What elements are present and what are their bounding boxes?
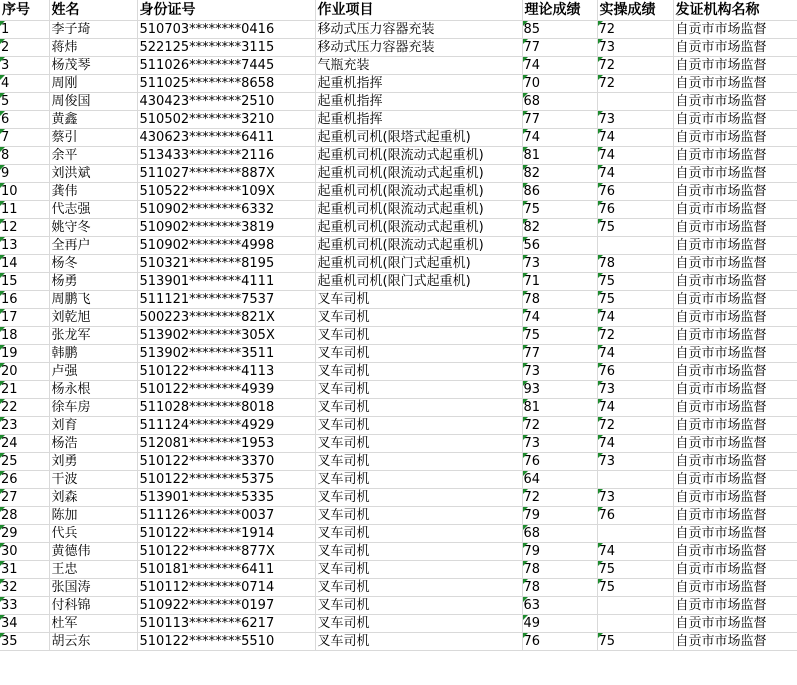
- table-row: [0, 435, 797, 453]
- cell-issuer[interactable]: 自贡市市场监督: [673, 327, 797, 345]
- cell-practical-score[interactable]: 75: [597, 219, 673, 237]
- cell-practical-score[interactable]: [597, 525, 673, 543]
- cell-theory-score[interactable]: 76: [522, 453, 597, 471]
- cell-practical-score[interactable]: 76: [597, 183, 673, 201]
- cell-name[interactable]: 周鹏飞: [49, 291, 137, 309]
- cell-index[interactable]: 9: [0, 165, 49, 183]
- cell-id-number[interactable]: 510112********0714: [137, 579, 315, 597]
- cell-practical-score[interactable]: 75: [597, 273, 673, 291]
- cell-practical-score[interactable]: 76: [597, 507, 673, 525]
- cell-id-number[interactable]: 510922********0197: [137, 597, 315, 615]
- cell-name[interactable]: 杜军: [49, 615, 137, 633]
- cell-issuer[interactable]: 自贡市市场监督: [673, 21, 797, 39]
- cell-name[interactable]: 刘乾旭: [49, 309, 137, 327]
- cell-id-number[interactable]: 510321********8195: [137, 255, 315, 273]
- cell-name[interactable]: 姚守冬: [49, 219, 137, 237]
- cell-issuer[interactable]: 自贡市市场监督: [673, 273, 797, 291]
- table-row: [0, 219, 797, 237]
- cell-practical-score[interactable]: 74: [597, 147, 673, 165]
- cell-theory-score[interactable]: 71: [522, 273, 597, 291]
- cell-work-item[interactable]: 叉车司机: [315, 399, 522, 417]
- table-row: [0, 93, 797, 111]
- cell-theory-score[interactable]: 77: [522, 111, 597, 129]
- cell-issuer[interactable]: 自贡市市场监督: [673, 435, 797, 453]
- cell-practical-score[interactable]: 73: [597, 111, 673, 129]
- cell-work-item[interactable]: 叉车司机: [315, 507, 522, 525]
- cell-index[interactable]: 32: [0, 579, 49, 597]
- cell-work-item[interactable]: 起重机指挥: [315, 111, 522, 129]
- table-row: [0, 39, 797, 57]
- cell-name[interactable]: 杨浩: [49, 435, 137, 453]
- cell-issuer[interactable]: 自贡市市场监督: [673, 309, 797, 327]
- cell-work-item[interactable]: 起重机司机(限流动式起重机): [315, 165, 522, 183]
- cell-practical-score[interactable]: 76: [597, 363, 673, 381]
- cell-work-item[interactable]: 叉车司机: [315, 453, 522, 471]
- cell-practical-score[interactable]: 75: [597, 291, 673, 309]
- cell-theory-score[interactable]: 86: [522, 183, 597, 201]
- cell-issuer[interactable]: 自贡市市场监督: [673, 381, 797, 399]
- cell-id-number[interactable]: 510113********6217: [137, 615, 315, 633]
- cell-theory-score[interactable]: 73: [522, 255, 597, 273]
- cell-issuer[interactable]: 自贡市市场监督: [673, 147, 797, 165]
- cell-index[interactable]: 25: [0, 453, 49, 471]
- cell-work-item[interactable]: 起重机司机(限流动式起重机): [315, 183, 522, 201]
- cell-index[interactable]: 2: [0, 39, 49, 57]
- cell-practical-score[interactable]: 73: [597, 381, 673, 399]
- cell-practical-score[interactable]: 73: [597, 39, 673, 57]
- cell-name[interactable]: 杨永根: [49, 381, 137, 399]
- cell-work-item[interactable]: 起重机司机(限流动式起重机): [315, 201, 522, 219]
- cell-issuer[interactable]: 自贡市市场监督: [673, 345, 797, 363]
- cell-practical-score[interactable]: 76: [597, 201, 673, 219]
- cell-index[interactable]: 3: [0, 57, 49, 75]
- cell-id-number[interactable]: 510703********0416: [137, 21, 315, 39]
- cell-index[interactable]: 22: [0, 399, 49, 417]
- cell-issuer[interactable]: 自贡市市场监督: [673, 219, 797, 237]
- cell-id-number[interactable]: 430623********6411: [137, 129, 315, 147]
- cell-issuer[interactable]: 自贡市市场监督: [673, 417, 797, 435]
- cell-issuer[interactable]: 自贡市市场监督: [673, 633, 797, 651]
- cell-name[interactable]: 干波: [49, 471, 137, 489]
- cell-index[interactable]: 24: [0, 435, 49, 453]
- cell-theory-score[interactable]: 81: [522, 399, 597, 417]
- cell-issuer[interactable]: 自贡市市场监督: [673, 525, 797, 543]
- cell-id-number[interactable]: 511124********4929: [137, 417, 315, 435]
- cell-id-number[interactable]: 510181********6411: [137, 561, 315, 579]
- cell-practical-score[interactable]: 75: [597, 579, 673, 597]
- cell-name[interactable]: 杨勇: [49, 273, 137, 291]
- cell-name[interactable]: 张龙军: [49, 327, 137, 345]
- cell-name[interactable]: 杨茂琴: [49, 57, 137, 75]
- cell-work-item[interactable]: 叉车司机: [315, 561, 522, 579]
- cell-index[interactable]: 14: [0, 255, 49, 273]
- cell-name[interactable]: 黄鑫: [49, 111, 137, 129]
- cell-work-item[interactable]: 叉车司机: [315, 633, 522, 651]
- table-row: [0, 21, 797, 39]
- cell-theory-score[interactable]: 78: [522, 561, 597, 579]
- cell-index[interactable]: 23: [0, 417, 49, 435]
- cell-name[interactable]: 徐车房: [49, 399, 137, 417]
- cell-theory-score[interactable]: 82: [522, 219, 597, 237]
- table-row: [0, 201, 797, 219]
- cell-practical-score[interactable]: 74: [597, 309, 673, 327]
- cell-id-number[interactable]: 510122********877X: [137, 543, 315, 561]
- cell-id-number[interactable]: 510122********1914: [137, 525, 315, 543]
- cell-theory-score[interactable]: 70: [522, 75, 597, 93]
- cell-index[interactable]: 11: [0, 201, 49, 219]
- cell-id-number[interactable]: 511026********7445: [137, 57, 315, 75]
- cell-index[interactable]: 28: [0, 507, 49, 525]
- cell-work-item[interactable]: 起重机司机(限塔式起重机): [315, 129, 522, 147]
- header-work-item[interactable]: 作业项目: [315, 0, 522, 21]
- cell-name[interactable]: 龚伟: [49, 183, 137, 201]
- header-practical-score[interactable]: 实操成绩: [597, 0, 673, 21]
- cell-work-item[interactable]: 叉车司机: [315, 363, 522, 381]
- cell-practical-score[interactable]: 72: [597, 21, 673, 39]
- cell-id-number[interactable]: 513433********2116: [137, 147, 315, 165]
- cell-issuer[interactable]: 自贡市市场监督: [673, 39, 797, 57]
- cell-practical-score[interactable]: [597, 471, 673, 489]
- cell-index[interactable]: 4: [0, 75, 49, 93]
- cell-work-item[interactable]: 起重机指挥: [315, 93, 522, 111]
- cell-name[interactable]: 王忠: [49, 561, 137, 579]
- table-row: [0, 111, 797, 129]
- cell-name[interactable]: 周俊国: [49, 93, 137, 111]
- header-issuer[interactable]: 发证机构名称: [673, 0, 797, 21]
- cell-work-item[interactable]: 叉车司机: [315, 597, 522, 615]
- cell-theory-score[interactable]: 72: [522, 489, 597, 507]
- cell-practical-score[interactable]: [597, 93, 673, 111]
- cell-index[interactable]: 18: [0, 327, 49, 345]
- cell-work-item[interactable]: 叉车司机: [315, 381, 522, 399]
- cell-issuer[interactable]: 自贡市市场监督: [673, 615, 797, 633]
- cell-theory-score[interactable]: 64: [522, 471, 597, 489]
- table-row: [0, 543, 797, 561]
- cell-name[interactable]: 余平: [49, 147, 137, 165]
- cell-theory-score[interactable]: 74: [522, 129, 597, 147]
- cell-theory-score[interactable]: 82: [522, 165, 597, 183]
- cell-name[interactable]: 杨冬: [49, 255, 137, 273]
- cell-issuer[interactable]: 自贡市市场监督: [673, 363, 797, 381]
- table-row: [0, 597, 797, 615]
- cell-practical-score[interactable]: [597, 237, 673, 255]
- cell-id-number[interactable]: 510122********5375: [137, 471, 315, 489]
- cell-issuer[interactable]: 自贡市市场监督: [673, 75, 797, 93]
- cell-theory-score[interactable]: 68: [522, 93, 597, 111]
- cell-name[interactable]: 刘森: [49, 489, 137, 507]
- table-row: [0, 75, 797, 93]
- cell-issuer[interactable]: 自贡市市场监督: [673, 165, 797, 183]
- cell-index[interactable]: 21: [0, 381, 49, 399]
- table-row: [0, 255, 797, 273]
- cell-work-item[interactable]: 气瓶充装: [315, 57, 522, 75]
- cell-work-item[interactable]: 叉车司机: [315, 345, 522, 363]
- table-row: [0, 237, 797, 255]
- cell-id-number[interactable]: 510502********3210: [137, 111, 315, 129]
- table-row: [0, 507, 797, 525]
- cell-practical-score[interactable]: 74: [597, 345, 673, 363]
- cell-id-number[interactable]: 511121********7537: [137, 291, 315, 309]
- cell-id-number[interactable]: 510122********3370: [137, 453, 315, 471]
- cell-work-item[interactable]: 起重机司机(限门式起重机): [315, 273, 522, 291]
- cell-index[interactable]: 17: [0, 309, 49, 327]
- table-row: [0, 345, 797, 363]
- cell-practical-score[interactable]: 74: [597, 543, 673, 561]
- cell-name[interactable]: 陈加: [49, 507, 137, 525]
- cell-index[interactable]: 5: [0, 93, 49, 111]
- cell-work-item[interactable]: 叉车司机: [315, 489, 522, 507]
- table-row: [0, 129, 797, 147]
- cell-theory-score[interactable]: 85: [522, 21, 597, 39]
- cell-index[interactable]: 27: [0, 489, 49, 507]
- cell-theory-score[interactable]: 73: [522, 435, 597, 453]
- cell-issuer[interactable]: 自贡市市场监督: [673, 597, 797, 615]
- cell-practical-score[interactable]: [597, 597, 673, 615]
- cell-work-item[interactable]: 起重机司机(限流动式起重机): [315, 219, 522, 237]
- cell-practical-score[interactable]: 72: [597, 75, 673, 93]
- cell-name[interactable]: 付科锦: [49, 597, 137, 615]
- cell-work-item[interactable]: 叉车司机: [315, 471, 522, 489]
- cell-practical-score[interactable]: 73: [597, 453, 673, 471]
- cell-issuer[interactable]: 自贡市市场监督: [673, 291, 797, 309]
- cell-theory-score[interactable]: 74: [522, 309, 597, 327]
- table-row: [0, 381, 797, 399]
- cell-id-number[interactable]: 511028********8018: [137, 399, 315, 417]
- cell-id-number[interactable]: 511025********8658: [137, 75, 315, 93]
- cell-id-number[interactable]: 511126********0037: [137, 507, 315, 525]
- table-row: [0, 579, 797, 597]
- cell-practical-score[interactable]: 72: [597, 417, 673, 435]
- header-row: [0, 0, 797, 21]
- cell-name[interactable]: 代兵: [49, 525, 137, 543]
- cell-index[interactable]: 26: [0, 471, 49, 489]
- cell-issuer[interactable]: 自贡市市场监督: [673, 183, 797, 201]
- cell-issuer[interactable]: 自贡市市场监督: [673, 255, 797, 273]
- cell-index[interactable]: 34: [0, 615, 49, 633]
- table-row: [0, 57, 797, 75]
- cell-name[interactable]: 李子琦: [49, 21, 137, 39]
- cell-practical-score[interactable]: 72: [597, 327, 673, 345]
- cell-theory-score[interactable]: 49: [522, 615, 597, 633]
- cell-work-item[interactable]: 叉车司机: [315, 417, 522, 435]
- cell-theory-score[interactable]: 93: [522, 381, 597, 399]
- cell-index[interactable]: 35: [0, 633, 49, 651]
- cell-index[interactable]: 10: [0, 183, 49, 201]
- cell-work-item[interactable]: 移动式压力容器充装: [315, 39, 522, 57]
- cell-index[interactable]: 8: [0, 147, 49, 165]
- table-row: [0, 615, 797, 633]
- cell-work-item[interactable]: 移动式压力容器充装: [315, 21, 522, 39]
- cell-id-number[interactable]: 510902********3819: [137, 219, 315, 237]
- table-row: [0, 363, 797, 381]
- table-row: [0, 327, 797, 345]
- cell-practical-score[interactable]: 74: [597, 165, 673, 183]
- cell-work-item[interactable]: 起重机司机(限流动式起重机): [315, 237, 522, 255]
- cell-theory-score[interactable]: 78: [522, 291, 597, 309]
- cell-issuer[interactable]: 自贡市市场监督: [673, 507, 797, 525]
- table-row: [0, 633, 797, 651]
- cell-issuer[interactable]: 自贡市市场监督: [673, 561, 797, 579]
- cell-index[interactable]: 31: [0, 561, 49, 579]
- table-row: [0, 417, 797, 435]
- cell-issuer[interactable]: 自贡市市场监督: [673, 543, 797, 561]
- cell-id-number[interactable]: 430423********2510: [137, 93, 315, 111]
- cell-name[interactable]: 全再户: [49, 237, 137, 255]
- cell-id-number[interactable]: 513901********4111: [137, 273, 315, 291]
- cell-practical-score[interactable]: 74: [597, 129, 673, 147]
- cell-index[interactable]: 15: [0, 273, 49, 291]
- cell-work-item[interactable]: 叉车司机: [315, 615, 522, 633]
- cell-index[interactable]: 13: [0, 237, 49, 255]
- cell-name[interactable]: 周刚: [49, 75, 137, 93]
- cell-practical-score[interactable]: 72: [597, 57, 673, 75]
- cell-work-item[interactable]: 叉车司机: [315, 327, 522, 345]
- cell-issuer[interactable]: 自贡市市场监督: [673, 93, 797, 111]
- table-row: [0, 561, 797, 579]
- cell-index[interactable]: 30: [0, 543, 49, 561]
- cell-id-number[interactable]: 500223********821X: [137, 309, 315, 327]
- cell-name[interactable]: 蒋炜: [49, 39, 137, 57]
- cell-work-item[interactable]: 叉车司机: [315, 435, 522, 453]
- header-name[interactable]: 姓名: [49, 0, 137, 21]
- cell-id-number[interactable]: 510122********4113: [137, 363, 315, 381]
- cell-id-number[interactable]: 510122********5510: [137, 633, 315, 651]
- table-row: [0, 291, 797, 309]
- cell-name[interactable]: 刘勇: [49, 453, 137, 471]
- cell-theory-score[interactable]: 73: [522, 363, 597, 381]
- cell-index[interactable]: 33: [0, 597, 49, 615]
- cell-theory-score[interactable]: 79: [522, 543, 597, 561]
- cell-issuer[interactable]: 自贡市市场监督: [673, 237, 797, 255]
- cell-id-number[interactable]: 512081********1953: [137, 435, 315, 453]
- cell-practical-score[interactable]: 74: [597, 399, 673, 417]
- table-row: [0, 471, 797, 489]
- cell-work-item[interactable]: 起重机司机(限流动式起重机): [315, 147, 522, 165]
- table-row: [0, 489, 797, 507]
- cell-index[interactable]: 7: [0, 129, 49, 147]
- cell-id-number[interactable]: 510902********6332: [137, 201, 315, 219]
- cell-id-number[interactable]: 513902********3511: [137, 345, 315, 363]
- table-row: [0, 525, 797, 543]
- cell-work-item[interactable]: 叉车司机: [315, 579, 522, 597]
- cell-theory-score[interactable]: 81: [522, 147, 597, 165]
- table-row: [0, 273, 797, 291]
- cell-theory-score[interactable]: 68: [522, 525, 597, 543]
- cell-issuer[interactable]: 自贡市市场监督: [673, 129, 797, 147]
- cell-theory-score[interactable]: 74: [522, 57, 597, 75]
- cell-index[interactable]: 6: [0, 111, 49, 129]
- table-row: [0, 453, 797, 471]
- cell-name[interactable]: 卢强: [49, 363, 137, 381]
- cell-name[interactable]: 胡云东: [49, 633, 137, 651]
- cell-issuer[interactable]: 自贡市市场监督: [673, 489, 797, 507]
- cell-issuer[interactable]: 自贡市市场监督: [673, 57, 797, 75]
- cell-theory-score[interactable]: 75: [522, 327, 597, 345]
- cell-practical-score[interactable]: 74: [597, 435, 673, 453]
- cell-theory-score[interactable]: 76: [522, 633, 597, 651]
- cell-issuer[interactable]: 自贡市市场监督: [673, 453, 797, 471]
- cell-practical-score[interactable]: 75: [597, 633, 673, 651]
- cell-practical-score[interactable]: 75: [597, 561, 673, 579]
- cell-index[interactable]: 1: [0, 21, 49, 39]
- cell-theory-score[interactable]: 72: [522, 417, 597, 435]
- header-id-number[interactable]: 身份证号: [137, 0, 315, 21]
- cell-id-number[interactable]: 513902********305X: [137, 327, 315, 345]
- cell-name[interactable]: 蔡引: [49, 129, 137, 147]
- cell-work-item[interactable]: 起重机指挥: [315, 75, 522, 93]
- cell-issuer[interactable]: 自贡市市场监督: [673, 579, 797, 597]
- cell-index[interactable]: 29: [0, 525, 49, 543]
- cell-index[interactable]: 16: [0, 291, 49, 309]
- cell-theory-score[interactable]: 63: [522, 597, 597, 615]
- cell-index[interactable]: 19: [0, 345, 49, 363]
- table-row: [0, 309, 797, 327]
- cell-theory-score[interactable]: 78: [522, 579, 597, 597]
- cell-theory-score[interactable]: 79: [522, 507, 597, 525]
- cell-index[interactable]: 12: [0, 219, 49, 237]
- cell-id-number[interactable]: 510122********4939: [137, 381, 315, 399]
- cell-issuer[interactable]: 自贡市市场监督: [673, 201, 797, 219]
- cell-name[interactable]: 代志强: [49, 201, 137, 219]
- cell-name[interactable]: 韩鹏: [49, 345, 137, 363]
- cell-issuer[interactable]: 自贡市市场监督: [673, 399, 797, 417]
- cell-practical-score[interactable]: 78: [597, 255, 673, 273]
- cell-work-item[interactable]: 叉车司机: [315, 525, 522, 543]
- header-index[interactable]: 序号: [0, 0, 49, 21]
- cell-theory-score[interactable]: 75: [522, 201, 597, 219]
- cell-id-number[interactable]: 510522********109X: [137, 183, 315, 201]
- cell-work-item[interactable]: 叉车司机: [315, 291, 522, 309]
- cell-index[interactable]: 20: [0, 363, 49, 381]
- cell-theory-score[interactable]: 77: [522, 39, 597, 57]
- cell-id-number[interactable]: 510902********4998: [137, 237, 315, 255]
- cell-name[interactable]: 黄德伟: [49, 543, 137, 561]
- cell-issuer[interactable]: 自贡市市场监督: [673, 471, 797, 489]
- cell-id-number[interactable]: 513901********5335: [137, 489, 315, 507]
- cell-theory-score[interactable]: 56: [522, 237, 597, 255]
- table-row: [0, 183, 797, 201]
- cell-name[interactable]: 张国涛: [49, 579, 137, 597]
- table-row: [0, 147, 797, 165]
- cell-practical-score[interactable]: 73: [597, 489, 673, 507]
- cell-theory-score[interactable]: 77: [522, 345, 597, 363]
- cell-work-item[interactable]: 叉车司机: [315, 543, 522, 561]
- cell-name[interactable]: 刘育: [49, 417, 137, 435]
- cell-practical-score[interactable]: [597, 615, 673, 633]
- table-row: [0, 165, 797, 183]
- table-row: [0, 399, 797, 417]
- cell-work-item[interactable]: 起重机司机(限门式起重机): [315, 255, 522, 273]
- cell-name[interactable]: 刘洪斌: [49, 165, 137, 183]
- cell-work-item[interactable]: 叉车司机: [315, 309, 522, 327]
- header-theory-score[interactable]: 理论成绩: [522, 0, 597, 21]
- cell-id-number[interactable]: 522125********3115: [137, 39, 315, 57]
- cell-issuer[interactable]: 自贡市市场监督: [673, 111, 797, 129]
- cell-id-number[interactable]: 511027********887X: [137, 165, 315, 183]
